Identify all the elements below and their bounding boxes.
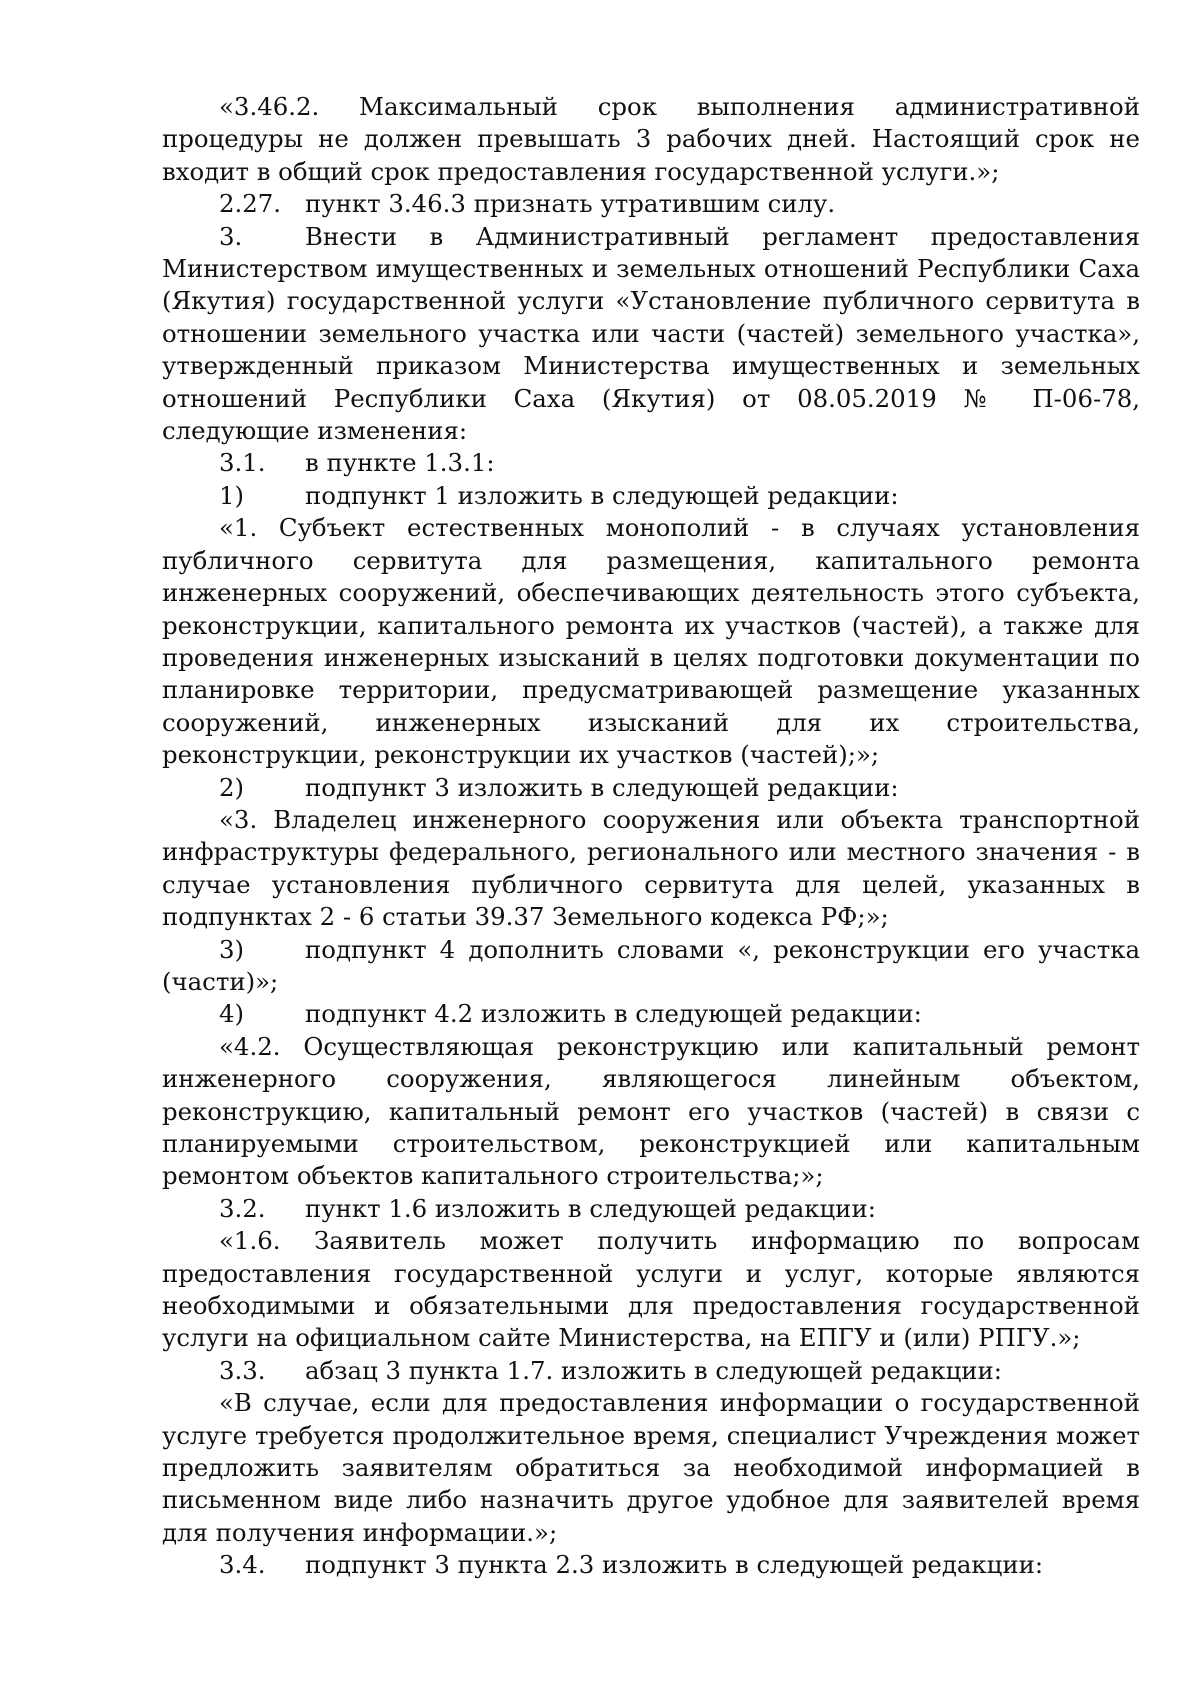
item-number: 3.3.: [219, 1355, 266, 1385]
paragraph-subitem-1: 1) подпункт 1 изложить в следующей редакции:: [162, 480, 1140, 512]
paragraph-quote-1-6: «1.6. Заявитель может получить информацию по вопросам предоставления государственной услуги и услуг, которые являются необходимыми и обязательными для предоставления государственной услуги на официальном сайте Министерства, на ЕПГУ и (или) РПГУ.»;: [162, 1226, 1140, 1353]
item-number: 1): [219, 480, 245, 510]
paragraph-item-2-27: 2.27. пункт 3.46.3 признать утратившим силу.: [162, 188, 1140, 220]
item-number: 3.4.: [219, 1550, 266, 1580]
item-number: 2.27.: [219, 189, 282, 219]
item-number: 3.: [219, 221, 243, 251]
document-body: [162, 91, 1140, 1582]
item-number: 3.2.: [219, 1193, 266, 1223]
paragraph-quote-4-2: «4.2. Осуществляющая реконструкцию или капитальный ремонт инженерного сооружения, являющегося линейным объектом, реконструкцию, капитальный ремонт его участков (частей) в связи с планируемыми строительством, реконструкцией или капитальным ремонтом объектов капитального строительства;»;: [162, 1031, 1140, 1191]
item-number: 4): [219, 999, 245, 1029]
item-number: 2): [219, 772, 245, 802]
paragraph-quote-1-7: «В случае, если для предоставления информации о государственной услуге требуется продолжительное время, специалист Учреждения может предложить заявителям обратиться за необходимой информацией в письменном виде либо назначить другое удобное для заявителей время для получения информации.»;: [162, 1388, 1140, 1547]
paragraph-subitem-4: 4) подпункт 4.2 изложить в следующей редакции:: [162, 998, 1140, 1030]
paragraph-quote-3-46-2: «3.46.2. Максимальный срок выполнения административной процедуры не должен превышать 3 рабочих дней. Настоящий срок не входит в общий срок предоставления государственной услуги.»;: [162, 92, 1140, 186]
paragraph-item-3-1: 3.1. в пункте 1.3.1:: [162, 447, 1140, 479]
paragraph-item-3-4: 3.4. подпункт 3 пункта 2.3 изложить в следующей редакции:: [162, 1549, 1140, 1581]
item-number: 3.1.: [219, 448, 266, 478]
paragraph-subitem-2: 2) подпункт 3 изложить в следующей редакции:: [162, 772, 1140, 804]
paragraph-subitem-3: 3) подпункт 4 дополнить словами «, реконструкции его участка (части)»;: [162, 934, 1140, 996]
paragraph-quote-3: «3. Владелец инженерного сооружения или объекта транспортной инфраструктуры федерального, регионального или местного значения - в случае установления публичного сервитута для целей, указанных в подпунктах 2 - 6 статьи 39.37 Земельного кодекса РФ;»;: [162, 804, 1140, 932]
paragraph-item-3: 3. Внести в Административный регламент предоставления Министерством имущественных и земельных отношений Республики Саха (Якутия) государственной услуги «Установление публичного сервитута в отношении земельного участка или части (частей) земельного участка», утвержденный приказом Министерства имущественных и земельных отношений Республики Саха (Якутия) от 08.05.2019 № П-06-78, следующие изменения:: [162, 221, 1140, 446]
paragraph-quote-1: «1. Субъект естественных монополий - в случаях установления публичного сервитута для размещения, капитального ремонта инженерных сооружений, обеспечивающих деятельность этого субъекта, реконструкции, капитального ремонта их участков (частей), а также для проведения инженерных изысканий в целях подготовки документации по планировке территории, предусматривающей размещение указанных сооружений, инженерных изысканий для их строительства, реконструкции, реконструкции их участков (частей);»;: [162, 513, 1140, 770]
paragraph-item-3-3: 3.3. абзац 3 пункта 1.7. изложить в следующей редакции:: [162, 1355, 1140, 1387]
paragraph-item-3-2: 3.2. пункт 1.6 изложить в следующей редакции:: [162, 1193, 1140, 1225]
item-number: 3): [219, 934, 245, 964]
